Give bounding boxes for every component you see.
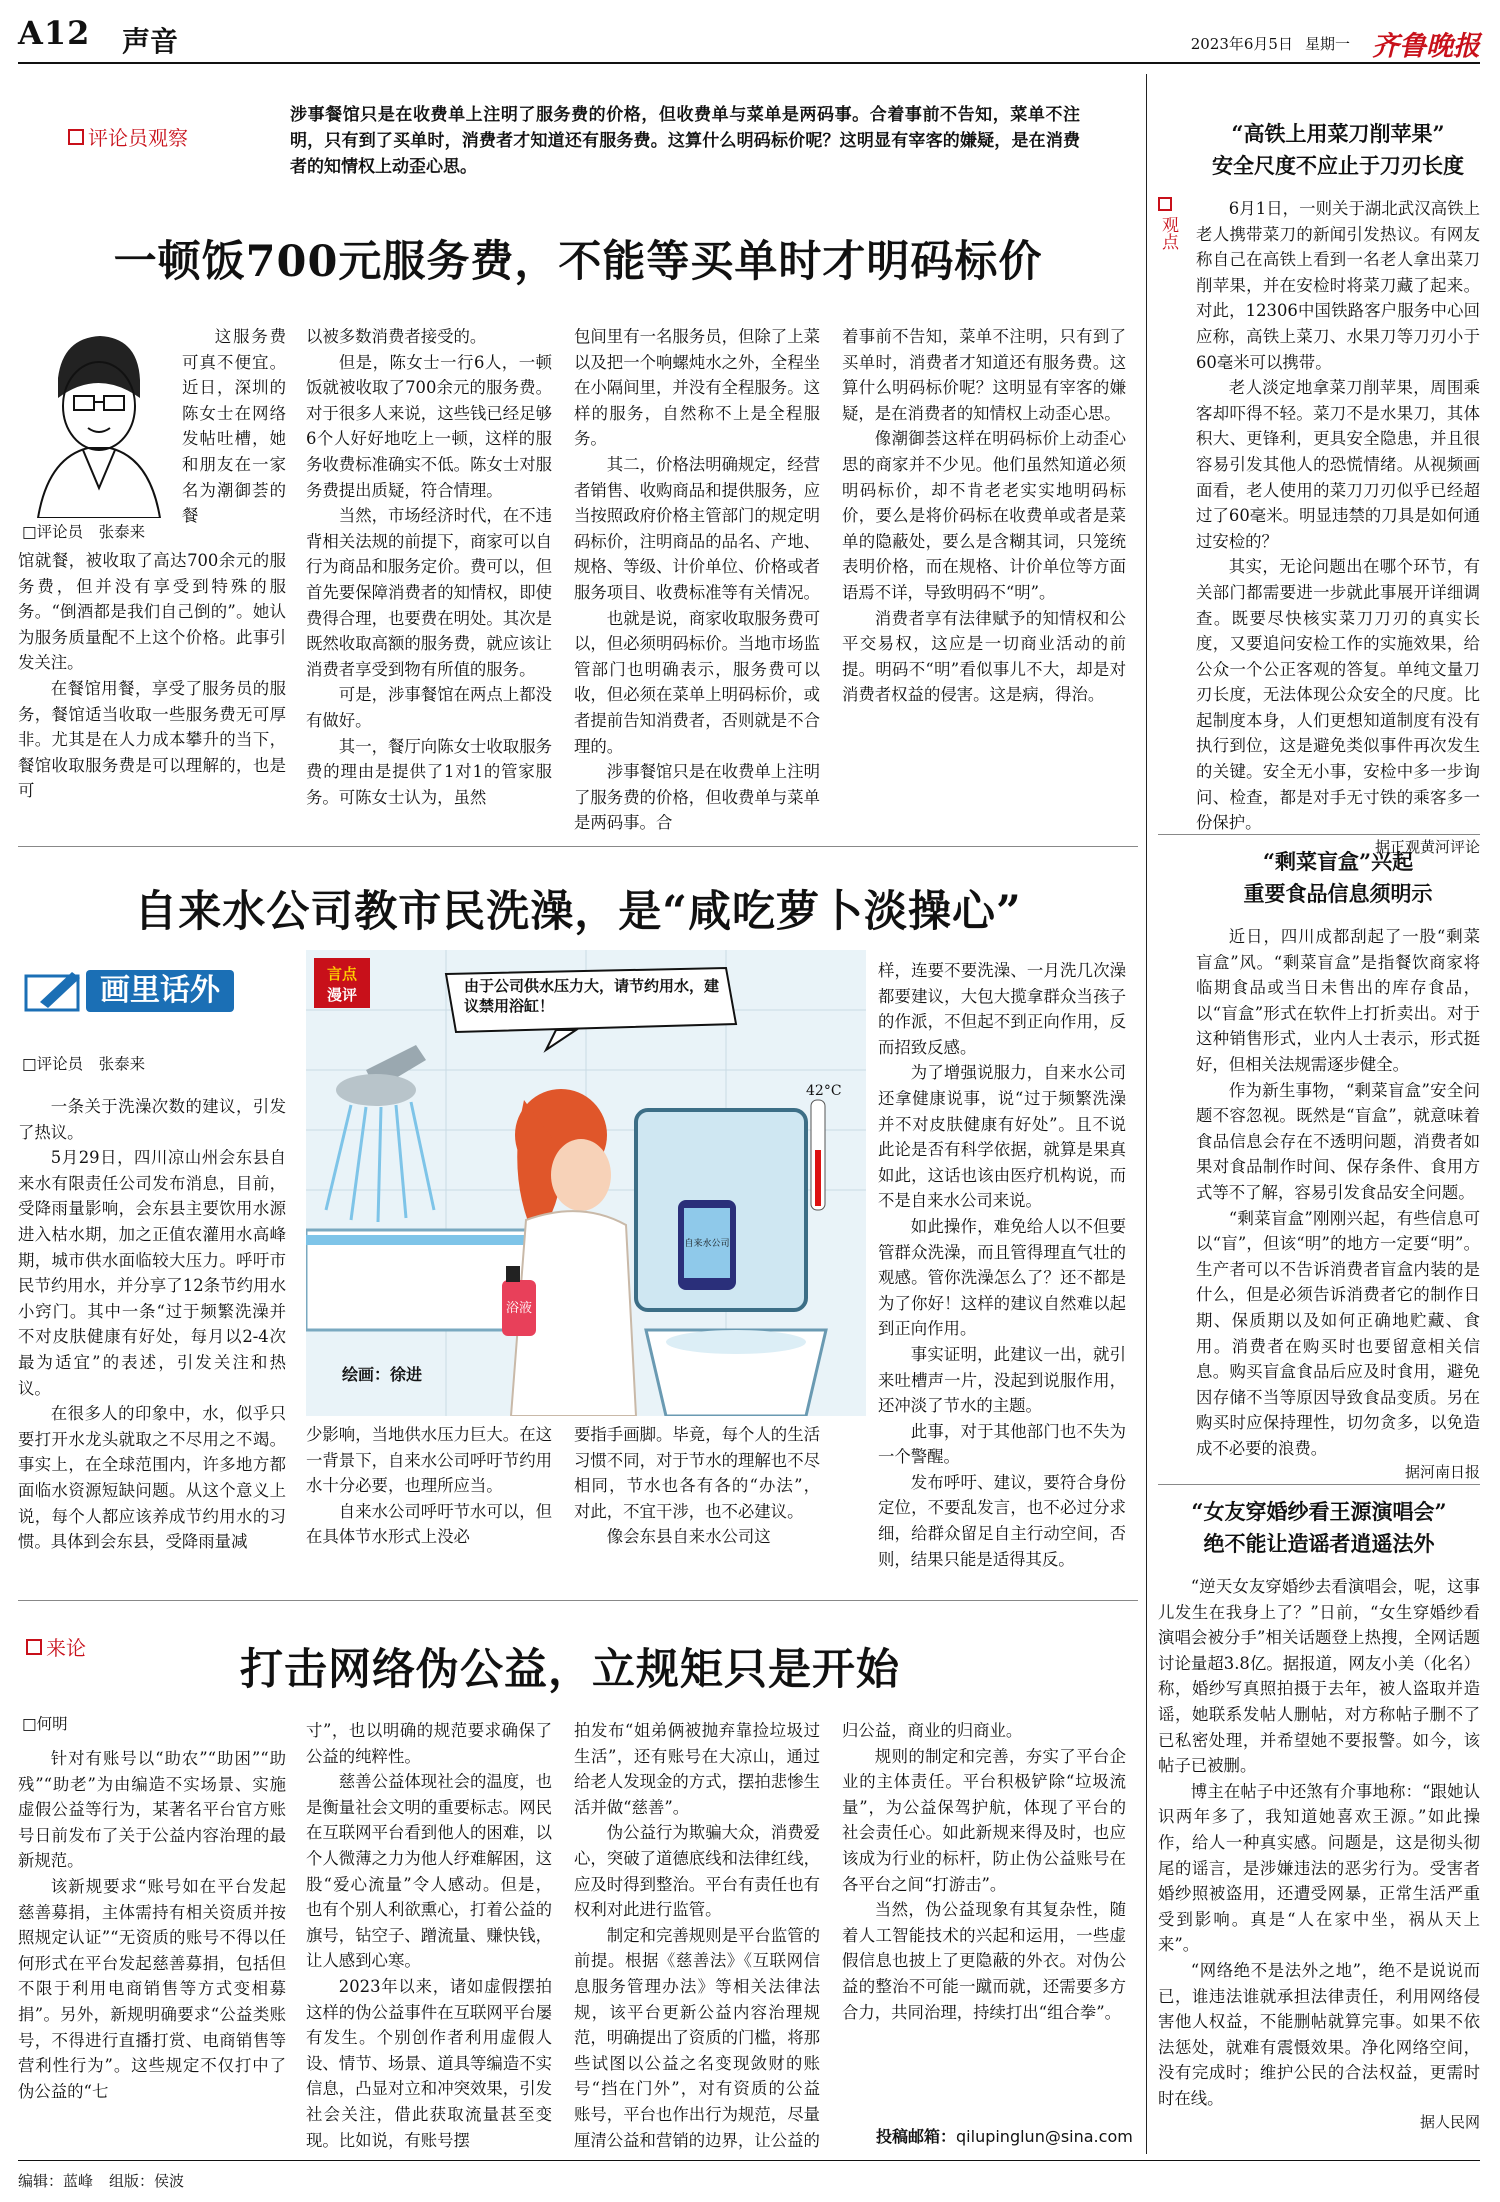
- paragraph: 为了增强说服力，自来水公司还拿健康说事，说“过于频繁洗澡并不对皮肤健康有好处”。且不说此论是否有科学依据，就算是果真如此，这话也该由医疗机构说，而不是自来水公司来说。: [878, 1063, 1126, 1211]
- divider: [1158, 834, 1480, 835]
- paragraph: 像潮御荟这样在明码标价上动歪心思的商家并不少见。他们虽然知道必须明码标价，却不肯老老实实地明码标价，要么是将价码标在收费单或者是菜单的隐蔽处，要么是含糊其词，只笼统表明价格，而在规格、计价单位等方面语焉不详，导致明码不“明”。: [842, 429, 1126, 602]
- divider: [18, 1600, 1138, 1601]
- paragraph: 该新规要求“账号如在平台发起慈善募捐，主体需持有相关资质并按照规定认证”“无资质的账号不得以任何形式在平台发起慈善募捐，包括但不限于利用电商销售等方式变相募捐”。另外，新规明确要求“公益类账号，不得进行直播打赏、电商销售等营利性行为”。这些规定不仅打中了伪公益的“七: [18, 1876, 286, 2101]
- paragraph: 2023年以来，诸如虚假摆拍这样的伪公益事件在互联网平台屡有发生。个别创作者利用虚假人设、情节、场景、道具等编造不实信息，凸显对立和冲突效果，引发社会关注，借此获取流量甚至变现。比如说，有账号摆: [306, 1976, 552, 2150]
- paragraph: 涉事餐馆只是在收费单上注明了服务费的价格，但收费单与菜单是两码事。合: [574, 762, 820, 833]
- author-portrait-icon: [28, 318, 168, 518]
- sidebar-tag-label: 观点: [1158, 216, 1178, 250]
- paragraph: 着事前不告知，菜单不注明，只有到了买单时，消费者才知道还有服务费。这算什么明码标价呢？这明显有宰客的嫌疑，是在消费者的知情权上动歪心思。: [842, 327, 1126, 423]
- paragraph: 如此操作，难免给人以不但要管群众洗澡，而且管得理直气壮的观感。管你洗澡怎么了？还不都是为了你好！这样的建议自然难以起到正向作用。: [878, 1216, 1126, 1339]
- sidebar-s3: [1158, 1496, 1480, 2132]
- page-header: [18, 14, 1480, 62]
- article3-byline: □何明: [22, 1715, 68, 1733]
- bathroom-cartoon-icon: [306, 950, 866, 1416]
- sidebar-s1-credit: 据正观黄河评论: [1374, 837, 1480, 856]
- paragraph: 发布呼吁、建议，要符合身份定位，不要乱发言，也不必过分求细，给群众留足自主行动空间，否则，结果只能是适得其反。: [878, 1472, 1126, 1569]
- pencil-board-icon: [22, 968, 86, 1014]
- paragraph: 包间里有一名服务员，但除了上菜以及把一个响螺炖水之外，全程坐在小隔间里，并没有全程服务。这样的服务，自然称不上是全程服务。: [574, 327, 820, 449]
- page-number: A12: [18, 14, 91, 52]
- article2-tag-label: 画里话外: [86, 970, 234, 1012]
- article2-byline: □评论员 张泰来: [22, 1055, 146, 1073]
- tag-box-icon: [68, 129, 84, 145]
- paragraph: 针对有账号以“助农”“助困”“助残”“助老”为由编造不实场景、实施虚假公益等行为，某著名平台官方账号日前发布了关于公益内容治理的最新规范。: [18, 1749, 286, 1871]
- article3-col4: [842, 1718, 1126, 2025]
- paragraph: 要指手画脚。毕竟，每个人的生活习惯不同，对于节水的理解也不尽相同，节水也各有各的“办法”，对此，不宜干涉，也不必建议。: [574, 1425, 820, 1521]
- sidebar-s2: [1196, 846, 1480, 1482]
- paragraph: 拍发布“姐弟俩被抛弃靠捡垃圾过生活”，还有账号在大凉山，通过给老人发现金的方式，摆拍悲惨生活并做“慈善”。: [574, 1721, 820, 1817]
- paragraph: “网络绝不是法外之地”，绝不是说说而已，谁违法谁就承担法律责任，利用网络侵害他人权益，不能删帖就算完事。如果不依法惩处，就难有震慑效果。净化网络空间，没有完成时；维护公民的合法权益，更需时时在线。: [1158, 1960, 1480, 2108]
- footer-designer: 组版：侯波: [109, 2172, 185, 2190]
- sidebar-s2-title-line1: “剩菜盲盒”兴起: [1262, 849, 1414, 874]
- tag-box-icon: [26, 1639, 42, 1655]
- article2-tag: [22, 966, 262, 1016]
- article3-col3: [574, 1718, 820, 2153]
- paragraph: 在很多人的印象中，水，似乎只要打开水龙头就取之不尽用之不竭。事实上，在全球范围内，许多地方都面临水资源短缺问题。从这个意义上说，每个人都应该养成节约用水的习惯。具体到会东县，受降雨量减: [18, 1404, 286, 1552]
- paragraph: 规则的制定和完善，夯实了平台企业的主体责任。平台积极铲除“垃圾流量”，为公益保驾护航，体现了平台的社会责任心。如此新规来得及时，也应该成为行业的标杆，防止伪公益账号在各平台之间“打游击”。: [842, 1746, 1126, 1894]
- footer-rule: [18, 2160, 1480, 2161]
- article1-col2: [306, 324, 552, 810]
- paragraph: “逆天女友穿婚纱去看演唱会，呢，这事儿发生在我身上了？”日前，“女生穿婚纱看演唱会被分手”相关话题登上热搜，全网话题讨论量超3.8亿。据报道，网友小美（化名）称，婚纱写真照拍摄于去年，被人盗取并造谣，她联系发帖人删帖，对方称帖子删不了已私密处理，并希望她不要报警。如今，该帖子已被删。: [1158, 1577, 1480, 1776]
- paragraph: 事实证明，此建议一出，就引来吐槽声一片，没起到说服作用，还冲淡了节水的主题。: [878, 1344, 1126, 1416]
- article3-tag-label: 来论: [46, 1636, 86, 1660]
- paragraph: 以被多数消费者接受的。: [306, 327, 487, 346]
- email-link[interactable]: qilupinglun@sina.com: [956, 2127, 1133, 2146]
- article2-title: 自来水公司教市民洗澡，是“咸吃萝卜淡操心”: [134, 887, 1022, 937]
- article2-col2: [306, 1422, 552, 1550]
- paragraph: 此事，对于其他部门也不失为一个警醒。: [878, 1421, 1126, 1467]
- paragraph: 近日，四川成都刮起了一股“剩菜盲盒”风。“剩菜盲盒”是指餐饮商家将临期食品或当日未售出的库存食品，以“盲盒”形式在软件上打折卖出。对于这种销售形式，业内人士表示，形式挺好，但相关法规需逐步健全。: [1196, 927, 1480, 1074]
- header-right: [1191, 24, 1480, 63]
- paragraph: 样，连要不要洗澡、一月洗几次澡都要建议，大包大揽拿群众当孩子的作派，不但起不到正向作用，反而招致反感。: [878, 961, 1126, 1057]
- article1-tag-label: 评论员观察: [88, 126, 188, 150]
- paragraph: 少影响，当地供水压力巨大。在这一背景下，自来水公司呼吁节约用水十分必要，也理所应当。: [306, 1425, 552, 1496]
- article3-col1: [18, 1746, 286, 2104]
- author-photo: [28, 318, 168, 518]
- paragraph: 像会东县自来水公司这: [606, 1527, 771, 1547]
- paragraph: 老人淡定地拿菜刀削苹果，周围乘客却吓得不轻。菜刀不是水果刀，其体积大、更锋利，更具安全隐患，并且很容易引发其他人的恐慌情绪。从视频画面看，老人使用的菜刀刀刃似乎已经超过了60毫米。明显违禁的刀具是如何通过安检的？: [1196, 378, 1480, 551]
- paragraph: 但是，陈女士一行6人，一顿饭就被收取了700余元的服务费。对于很多人来说，这些钱已经足够6个人好好地吃上一顿，这样的服务收费标准确实不低。陈女士对服务费提出质疑，符合情理。: [306, 352, 552, 500]
- header-rule: [18, 62, 1480, 64]
- sidebar-s3-credit: 据人民网: [1419, 2113, 1480, 2132]
- thermometer-reading: 42°C: [806, 1083, 842, 1099]
- footer: [18, 2170, 184, 2191]
- article3-title: 打击网络伪公益，立规矩只是开始: [240, 1645, 900, 1695]
- paragraph: “剩菜盲盒”刚刚兴起，有些信息可以“盲”，但该“明”的地方一定要“明”。生产者可以不告诉消费者盲盒内装的是什么，但是必须告诉消费者它的制作日期、保质期以及如何正确地贮藏、食用。消费者在购买时也要留意相关信息。购买盲盒食品后应及时食用，避免因存储不当等原因导致食品变质。另在购买时应保持理性，切勿贪多，以免造成不必要的浪费。: [1196, 1208, 1480, 1458]
- article1-col3: [574, 324, 820, 836]
- issue-weekday: 星期一: [1304, 35, 1350, 53]
- cartoon-credit: 绘画：徐进: [342, 1365, 423, 1384]
- cartoon-badge-bottom: 漫评: [326, 986, 358, 1004]
- article1-col1a: [182, 324, 286, 529]
- paragraph: 制定和完善规则是平台监管的前提。根据《慈善法》《互联网信息服务管理办法》等相关法律法规，该平台更新公益内容治理规范，明确提出了资质的门槛，将那些试图以公益之名变现敛财的账号“挡在门外”，对有资质的公益账号，平台也作出行为规范，尽量厘清公益和营销的边界，让公益的: [574, 1925, 820, 2150]
- phone-screen-label: 自来水公司: [684, 1239, 730, 1249]
- paragraph: 慈善公益体现社会的温度，也是衡量社会文明的重要标志。网民在互联网平台看到他人的困难，以个人微薄之力为他人纾难解困，这股“爱心流量”令人感动。但是，也有个别人利欲熏心，打着公益的旗号，钻空子、蹭流量、赚快钱，让人感到心寒。: [306, 1772, 552, 1971]
- sidebar-divider: [1146, 74, 1147, 2154]
- paragraph: 馆就餐，被收取了高达700余元的服务费，但并没有享受到特殊的服务。“倒酒都是我们自己倒的”。她认为服务质量配不上这个价格。此事引发关注。: [18, 551, 286, 673]
- cartoon-speech-bubble: 由于公司供水压力大，请节约用水，建议禁用浴缸！: [464, 977, 720, 1015]
- submission-email: [876, 2124, 1133, 2147]
- sidebar-s2-credit: 据河南日报: [1404, 1463, 1480, 1482]
- paragraph: 自来水公司呼吁节水可以，但在具体节水形式上没必: [306, 1501, 552, 1547]
- sidebar-s1-title-line2: 安全尺度不应止于刀刃长度: [1212, 153, 1464, 178]
- sidebar-s1: [1196, 118, 1480, 857]
- paragraph: 作为新生事物，“剩菜盲盒”安全问题不容忽视。既然是“盲盒”，就意味着食品信息会存在不透明问题，消费者如果对食品制作时间、保存条件、食用方式等不了解，容易引发食品安全问题。: [1196, 1080, 1480, 1202]
- footer-editor: 编辑：蓝峰: [18, 2172, 94, 2190]
- article3-tag: [26, 1632, 86, 1661]
- divider: [18, 846, 1138, 847]
- paragraph: 其二，价格法明确规定，经营者销售、收购商品和提供服务，应当按照政府价格主管部门的规定明码标价，注明商品的品名、产地、规格、等级、计价单位、价格或者服务项目、收费标准等有关情况。: [574, 454, 820, 602]
- article3-col2: [306, 1718, 552, 2153]
- paragraph: 5月29日，四川凉山州会东县自来水有限责任公司发布消息，目前，受降雨量影响，会东县主要饮用水源进入枯水期，加之正值农灌用水高峰期，城市供水面临较大压力。呼吁市民节约用水，并分享了12条节约用水小窍门。其中一条“过于频繁洗澡并不对皮肤健康有好处，每月以2-4次最为适宜”的表述，引发关注和热议。: [18, 1148, 286, 1398]
- article1-title: 一顿饭700元服务费，不能等买单时才明码标价: [113, 237, 1043, 287]
- bottle-label: 浴液: [505, 1301, 533, 1316]
- paragraph: 也就是说，商家收取服务费可以，但必须明码标价。当地市场监管部门也明确表示，服务费可以收，但必须在菜单上明码标价，或者提前告知消费者，否则就是不合理的。: [574, 608, 820, 756]
- sidebar-s2-title-line2: 重要食品信息须明示: [1243, 881, 1433, 906]
- article2-col3: [574, 1422, 820, 1550]
- paragraph: 6月1日，一则关于湖北武汉高铁上老人携带菜刀的新闻引发热议。有网友称自己在高铁上看到一名老人拿出菜刀削苹果，并在安检时将菜刀藏了起来。对此，12306中国铁路客户服务中心回应称，高铁上菜刀、水果刀等刀刃小于60毫米可以携带。: [1196, 199, 1480, 372]
- article1-col4: [842, 324, 1126, 708]
- section-name: 声音: [122, 25, 179, 58]
- paragraph: 一条关于洗澡次数的建议，引发了热议。: [18, 1097, 286, 1142]
- paragraph: 伪公益行为欺骗大众，消费爱心，突破了道德底线和法律红线，应及时得到整治。平台有责任也有权利对此进行监管。: [574, 1823, 820, 1920]
- paragraph: 当然，市场经济时代，在不违背相关法规的前提下，商家可以自行为商品和服务定价。费可以，但首先要保障消费者的知情权，即使费得合理，也要费在明处。其次是既然收取高额的服务费，就应该让消费者享受到物有所值的服务。: [306, 506, 552, 679]
- cartoon-badge-top: 言点: [326, 965, 358, 983]
- cartoon: [306, 950, 866, 1416]
- paragraph: 在餐馆用餐，享受了服务员的服务，餐馆适当收取一些服务费无可厚非。尤其是在人力成本攀升的当下，餐馆收取服务费是可以理解的，也是可: [18, 678, 286, 801]
- masthead-logo: 齐鲁晚报: [1372, 31, 1480, 62]
- sidebar-s3-title-line2: 绝不能让造谣者逍遥法外: [1203, 1531, 1435, 1556]
- tag-box-icon: [1158, 197, 1172, 211]
- paragraph: 博主在帖子中还煞有介事地称：“跟她认识两年多了，我知道她喜欢王源。”如此操作，给人一种真实感。问题是，这是彻头彻尾的谣言，是涉嫌违法的恶劣行为。受害者婚纱照被盗用，还遭受网暴，正常生活严重受到影响。真是“人在家中坐，祸从天上来”。: [1158, 1781, 1480, 1955]
- divider: [1158, 1484, 1480, 1485]
- article1-tag: [68, 122, 188, 151]
- paragraph: 这服务费可真不便宜。近日，深圳的陈女士在网络发帖吐槽，她和朋友在一家名为潮御荟的餐: [182, 327, 286, 526]
- email-label: 投稿邮箱：: [876, 2127, 957, 2146]
- paragraph: 消费者享有法律赋予的知情权和公平交易权，这应是一切商业活动的前提。明码不“明”看似事儿不大，却是对消费者权益的侵害。这是病，得治。: [842, 608, 1126, 705]
- sidebar-s3-title-line1: “女友穿婚纱看王源演唱会”: [1191, 1499, 1447, 1524]
- article1-lead: 涉事餐馆只是在收费单上注明了服务费的价格，但收费单与菜单是两码事。合着事前不告知，菜单不注明，只有到了买单时，消费者才知道还有服务费。这算什么明码标价呢？这明显有宰客的嫌疑，是在消费者的知情权上动歪心思。: [290, 105, 1080, 177]
- paragraph: 其一，餐厅向陈女士收取服务费的理由是提供了1对1的管家服务。可陈女士认为，虽然: [306, 736, 552, 807]
- article1-col1b: [18, 548, 286, 804]
- article2-col4: [878, 958, 1126, 1572]
- article1-byline: □评论员 张泰来: [22, 523, 146, 541]
- paragraph: 寸”，也以明确的规范要求确保了公益的纯粹性。: [306, 1721, 552, 1766]
- sidebar-s1-title-line1: “高铁上用菜刀削苹果”: [1231, 121, 1445, 146]
- article2-col1: [18, 1094, 286, 1555]
- issue-date: 2023年6月5日: [1190, 35, 1293, 53]
- paragraph: 可是，涉事餐馆在两点上都没有做好。: [306, 685, 552, 730]
- paragraph: 归公益，商业的归商业。: [842, 1721, 1023, 1740]
- paragraph: 当然，伪公益现象有其复杂性，随着人工智能技术的兴起和运用，一些虚假信息也披上了更隐蔽的外衣。对伪公益的整治不可能一蹴而就，还需要多方合力，共同治理，持续打出“组合拳”。: [842, 1900, 1126, 2022]
- sidebar-tag: [1158, 196, 1182, 250]
- paragraph: 其实，无论问题出在哪个环节，有关部门都需要进一步就此事展开详细调查。既要尽快核实菜刀刀刃的真实长度，又要追问安检工作的实施效果，给公众一个公正客观的答复。单纯文量刀刃长度，无法体现公众安全的尺度。比起制度本身，人们更想知道制度有没有执行到位，这是避免类似事件再次发生的关键。安全无小事，安检中多一步询问、检查，都是对手无寸铁的乘客多一份保护。: [1196, 557, 1480, 833]
